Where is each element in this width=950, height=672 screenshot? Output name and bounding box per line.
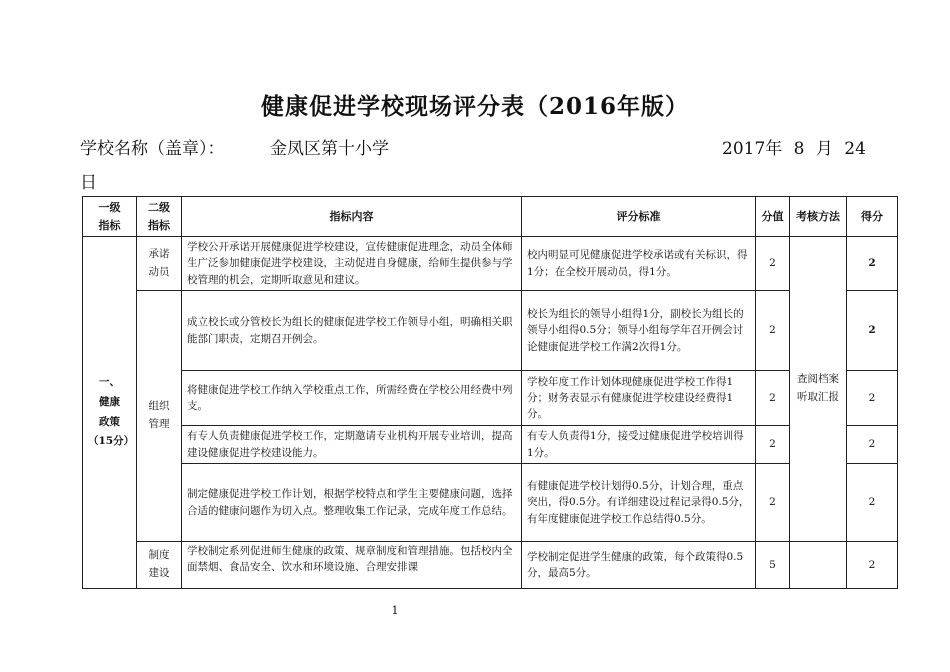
page-number: 1 [391, 604, 399, 617]
school-name-value: 金凤区第十小学 [270, 139, 389, 159]
score-cell: 2 [847, 237, 898, 291]
value-cell: 2 [756, 291, 790, 371]
criteria-cell: 有专人负责得1分，接受过健康促进学校培训得1分。 [522, 426, 756, 464]
value-cell: 2 [756, 237, 790, 291]
content-cell: 将健康促进学校工作纳入学校重点工作，所需经费在学校公用经费中列支。 [182, 371, 522, 426]
document-title: 健康促进学校现场评分表（2016年版） [260, 93, 689, 120]
criteria-cell: 校长为组长的领导小组得1分，副校长为组长的领导小组得0.5分；领导小组每学年召开例会讨论健康促进学校工作满2次得1分。 [522, 291, 756, 371]
table-row [83, 464, 898, 542]
value-cell: 2 [756, 464, 790, 542]
header-value: 分值 [756, 197, 790, 237]
content-cell: 制定健康促进学校工作计划，根据学校特点和学生主要健康问题，选择合适的健康问题作为切入点。整理收集工作记录，完成年度工作总结。 [182, 464, 522, 542]
score-cell: 2 [847, 464, 898, 542]
content-cell: 有专人负责健康促进学校工作，定期邀请专业机构开展专业培训，提高建设健康促进学校建设能力。 [182, 426, 522, 464]
content-cell [182, 542, 522, 589]
level2-cell-commit: 承诺 动员 [137, 237, 182, 291]
header-criteria: 评分标准 [522, 197, 756, 237]
table-row [83, 542, 898, 589]
level2-cell-system: 制度 建设 [137, 542, 182, 589]
table-row [83, 237, 898, 291]
content-text: 学校制定系列促进师生健康的政策、规章制度和管理措施。包括校内全面禁烟、食品安全、饮水和环境设施、合理安排课 [187, 545, 513, 574]
table-row [83, 291, 898, 371]
header-method: 考核方法 [790, 197, 847, 237]
table-header-row [83, 197, 898, 237]
date-line: 2017年 8 月 24 [722, 139, 866, 159]
criteria-cell: 学校年度工作计划体现健康促进学校工作得1分；财务表显示有健康促进学校建设经费得1分。 [522, 371, 756, 426]
score-cell: 2 [847, 371, 898, 426]
method-cell: 查阅档案 听取汇报 [790, 237, 847, 542]
header-score: 得分 [847, 197, 898, 237]
level1-cell: 一、 健康 政策 （15分） [83, 237, 137, 589]
value-cell: 2 [756, 426, 790, 464]
score-cell: 2 [847, 426, 898, 464]
method-cell-empty [790, 542, 847, 589]
date-day: 日 [80, 173, 97, 193]
school-name-label: 学校名称（盖章）： [80, 139, 225, 159]
criteria-cell: 学校制定促进学生健康的政策，每个政策得0.5分，最高5分。 [522, 542, 756, 589]
score-cell: 2 [847, 291, 898, 371]
table-row [83, 371, 898, 426]
content-cell: 学校公开承诺开展健康促进学校建设，宣传健康促进理念，动员全体师生广泛参加健康促进学校建设，主动促进自身健康，给师生提供参与学校管理的机会，定期听取意见和建议。 [182, 237, 522, 291]
header-content: 指标内容 [182, 197, 522, 237]
header-level1: 一级 指标 [83, 197, 137, 237]
criteria-cell: 有健康促进学校计划得0.5分，计划合理，重点突出，得0.5分。有详细建设过程记录得0.5分，有年度健康促进学校工作总结得0.5分。 [522, 464, 756, 542]
header-level2: 二级 指标 [137, 197, 182, 237]
score-table [82, 196, 898, 589]
level2-cell-org: 组织 管理 [137, 291, 182, 542]
content-cell: 成立校长或分管校长为组长的健康促进学校工作领导小组，明确相关职能部门职责，定期召开例会。 [182, 291, 522, 371]
score-cell: 2 [847, 542, 898, 589]
table-row [83, 426, 898, 464]
value-cell: 5 [756, 542, 790, 589]
value-cell: 2 [756, 371, 790, 426]
criteria-cell: 校内明显可见健康促进学校承诺或有关标识，得1分；在全校开展动员，得1分。 [522, 237, 756, 291]
